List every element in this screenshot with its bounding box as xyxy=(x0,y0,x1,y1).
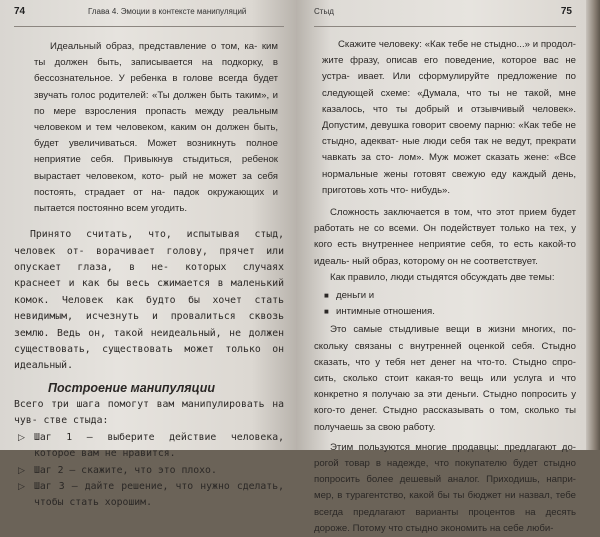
body-paragraph: Принято считать, что, испытывая стыд, человек от- ворачивает голову, прячет или опускает глаза, в не- которых случаях краснеет и как бы весь сжимается в маленький комок. Человек как будто бы хочет стать невидимым, исчезнуть и провалиться сквозь землю. Ведь он, такой неидеальный, не должен существовать, существовать может только он идеальный. xyxy=(14,229,285,372)
topics-list xyxy=(324,288,576,320)
triangle-bullet-icon: ▷ xyxy=(18,481,25,492)
quote-block xyxy=(34,39,278,217)
page-number: 74 xyxy=(14,6,26,17)
steps-intro: Всего три шага помогут вам манипулировать на чув- стве стыда: xyxy=(14,398,284,427)
right-page-header xyxy=(314,4,576,27)
page-stack-edge xyxy=(586,0,600,450)
quote-paragraph: Скажите человеку: «Как тебе не стыдно...» и продол- жите фразу, описав его поведение, которое вас не устра- ивает. Или сформулируйте предложение по следующей схеме: «Думала, что ты не такой, мне казалось, что ты добрый и отзывчивый человек». Допустим, девушка говорит своему парню: «Как тебе не стыдно, адекват- ные люди себя так не ведут, прекрати чавкать за сто- лом». Муж может сказать жене: «Все нормальные жены готовят свежую еду каждый день, приготовь хоть что- нибудь». xyxy=(322,39,577,196)
quote-block xyxy=(322,37,576,199)
body-paragraph: Сложность заключается в том, что этот прием будет работать не со всеми. Он подействует только на тех, у кого есть внутреннее неприятие себя, то есть какой-то идеаль- ный образ, которому он не соответствует. xyxy=(314,207,576,267)
triangle-bullet-icon: ▷ xyxy=(18,465,25,476)
list-item: ▷ Шаг 2 — скажите, что это плохо. xyxy=(14,463,284,479)
steps-block xyxy=(14,397,284,512)
left-body xyxy=(14,227,284,375)
square-bullet-icon: ■ xyxy=(324,307,329,317)
triangle-bullet-icon: ▷ xyxy=(18,432,25,443)
quote-paragraph: Идеальный образ, представление о том, ка- ким ты должен быть, записывается на подкорку, в бессознательное. У ребенка в голове всегда будет звучать голос родителей: «Ты должен быть таким», и по мере взросления пропасть между реальным человеком и тем человеком, каким он должен быть, будет увеличиваться. Может возникнуть полное неприятие себя. Привыкнув стыдиться, ребенок вырастает человеком, кото- рый не может за себя постоять, страдает от на- падок окружающих и пытается постоянно всем угодить. xyxy=(34,41,278,215)
page-number: 75 xyxy=(560,6,572,17)
right-page xyxy=(296,0,586,534)
steps-list xyxy=(14,430,284,512)
section-heading: Построение манипуляции xyxy=(48,380,215,395)
list-item: ■ интимные отношения. xyxy=(324,304,576,320)
body-paragraph: Этим пользуются многие продавцы: предлагают до- рогой товар в надежде, что покупателю будет стыдно попросить более дешевый аналог. Приходишь, напри- мер, в турагентство, какой бы ты бюджет ни назвал, тебе всегда предлагают варианты процентов на десять дороже. Потому что стыдно экономить на себе люби- xyxy=(314,441,577,534)
left-page xyxy=(0,0,296,509)
list-item: ■ деньги и xyxy=(324,288,576,304)
list-item: ▷ Шаг 1 — выберите действие человека, которое вам не нравится. xyxy=(18,431,284,460)
running-head: Глава 4. Эмоции в контексте манипуляций xyxy=(88,7,247,16)
square-bullet-icon: ■ xyxy=(324,291,329,301)
list-item: ▷ Шаг 3 — дайте решение, что нужно сделать, чтобы стать хорошим. xyxy=(18,480,284,509)
body-paragraph: Это самые стыдливые вещи в жизни многих, по- скольку связаны с внутренней оценкой себя. Стыдно сказать, что у тебя нет денег на что-то. Стыдно спро- сить, сколько стоит какая-то вещь или услуга и что конкретно я получаю за эти деньги. Стыдно попросить у кого-то денег. Стыдно рассказывать о том, сколько ты получаешь за свою работу. xyxy=(314,324,576,433)
right-body-continued xyxy=(314,322,576,537)
right-body xyxy=(314,205,576,286)
body-paragraph: Как правило, люди стыдятся обсуждать две темы: xyxy=(330,271,555,283)
running-head: Стыд xyxy=(314,7,334,16)
left-page-header xyxy=(14,4,284,27)
